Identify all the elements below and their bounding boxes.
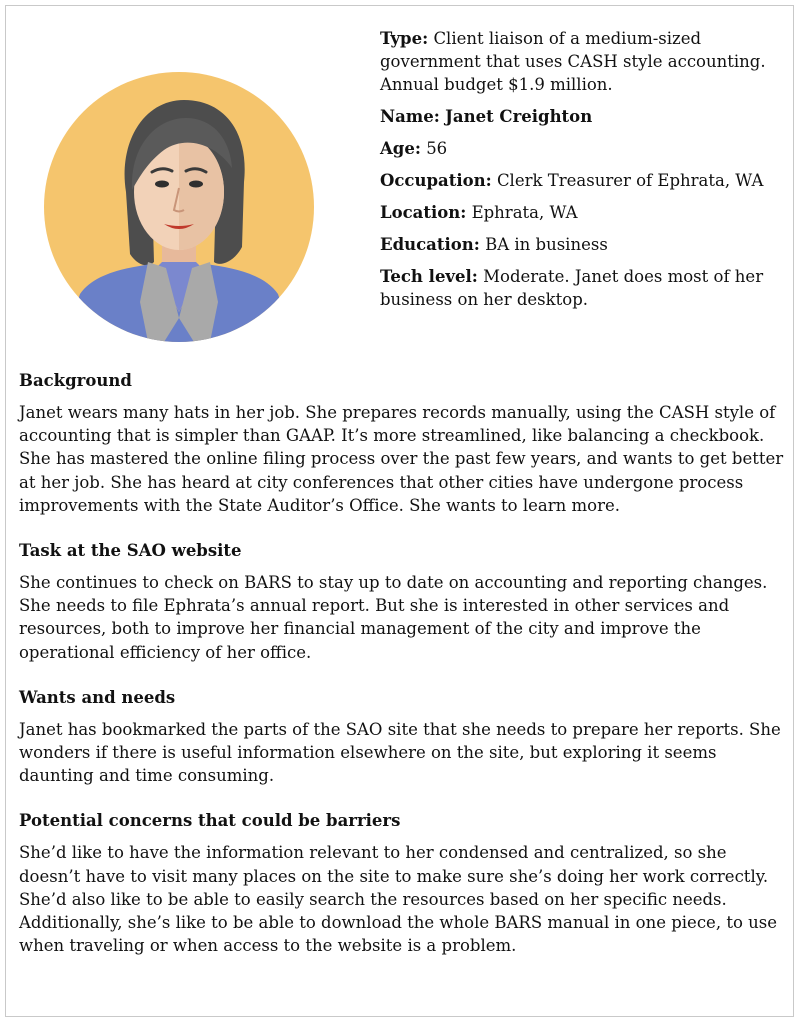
- tech-level-row: [380, 265, 780, 311]
- age-value: 56: [426, 139, 448, 158]
- location-label: Location:: [380, 203, 467, 222]
- tech-level-label: Tech level:: [380, 267, 478, 286]
- section-body: She continues to check on BARS to stay up to date on accounting and reporting changes. She needs to file Ephrata’s annual report. But she is interested in other services and resources, both to improve her financial management of the city and improve the operational efficiency of her office.: [19, 573, 768, 662]
- age-row: [380, 137, 780, 160]
- tech-level-value: Moderate. Janet does most of her business on her desktop.: [380, 267, 764, 309]
- name-label: Name:: [380, 107, 440, 126]
- type-row: [380, 27, 780, 96]
- occupation-row: [380, 169, 780, 192]
- section-heading: Task at the SAO website: [19, 541, 242, 561]
- section-heading: Wants and needs: [19, 687, 176, 707]
- education-label: Education:: [380, 235, 480, 254]
- persona-avatar: [44, 72, 314, 342]
- section-heading: Potential concerns that could be barriers: [19, 811, 401, 831]
- name-value: Janet Creighton: [445, 107, 593, 126]
- woman-avatar-icon: [44, 72, 314, 342]
- background-section: [19, 370, 789, 517]
- location-row: [380, 201, 780, 224]
- section-body: Janet has bookmarked the parts of the SAO site that she needs to prepare her reports. She wonders if there is useful information elsewhere on the site, but exploring it seems daunting and time consuming.: [19, 719, 781, 786]
- type-label: Type:: [380, 29, 429, 48]
- persona-details: [380, 27, 780, 320]
- section-heading: Background: [19, 371, 132, 390]
- type-value: Client liaison of a medium-sized government that uses CASH style accounting. Annual budget $1.9 million.: [380, 29, 766, 94]
- age-label: Age:: [380, 139, 421, 158]
- occupation-label: Occupation:: [380, 171, 492, 190]
- wants-needs-section: [19, 687, 789, 788]
- education-row: [380, 233, 780, 256]
- section-body: She’d like to have the information relevant to her condensed and centralized, so she doesn’t have to visit many places on the site to make sure she’s doing her work correctly. She’d also like to be able to easily search the resources based on her specific needs. Additionally, she’s like to be able to download the whole BARS manual in one piece, to use when traveling or when access to the website is a problem.: [19, 843, 777, 956]
- task-section: [19, 540, 789, 664]
- occupation-value: Clerk Treasurer of Ephrata, WA: [496, 171, 764, 190]
- concerns-section: [19, 810, 789, 957]
- persona-sections: [19, 370, 789, 980]
- section-body: Janet wears many hats in her job. She prepares records manually, using the CASH style of accounting that is simpler than GAAP. It’s more streamlined, like balancing a checkbook. She has mastered the online filing process over the past few years, and wants to get better at her job. She has heard at city conferences that other cities have undergone process improvements with the State Auditor’s Office. She wants to learn more.: [19, 403, 784, 515]
- education-value: BA in business: [485, 235, 608, 254]
- name-row: [380, 105, 780, 128]
- location-value: Ephrata, WA: [471, 203, 578, 222]
